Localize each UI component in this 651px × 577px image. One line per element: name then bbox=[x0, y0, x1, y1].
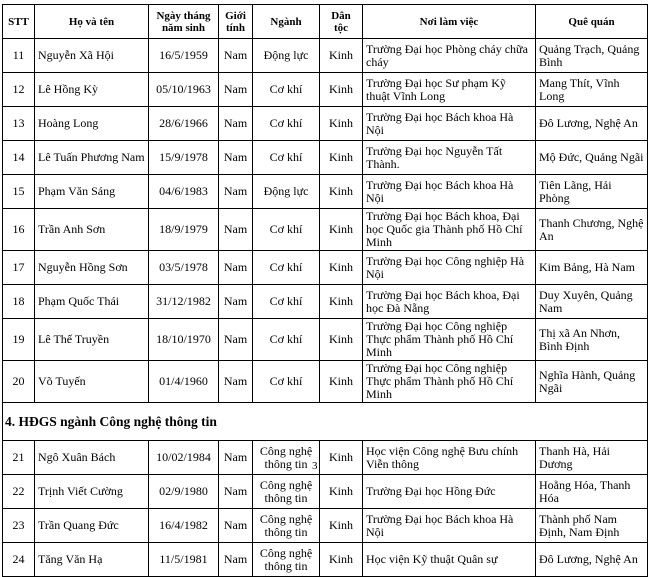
workplace-cell: Trường Đại học Bách khoa Hà Nội bbox=[363, 107, 536, 141]
dob-cell: 10/02/1984 bbox=[149, 441, 219, 475]
field-cell: Cơ khí bbox=[253, 209, 320, 251]
stt-cell: 24 bbox=[3, 543, 35, 577]
ethnic-cell: Kinh bbox=[320, 73, 363, 107]
ethnic-cell: Kinh bbox=[320, 209, 363, 251]
dob-cell: 02/9/1980 bbox=[149, 475, 219, 509]
name-cell: Phạm Văn Sáng bbox=[35, 175, 149, 209]
table-row bbox=[3, 509, 648, 543]
ethnic-cell: Kinh bbox=[320, 251, 363, 285]
header-dob: Ngày tháng năm sinh bbox=[149, 5, 219, 39]
table-row bbox=[3, 175, 648, 209]
workplace-cell: Trường Đại học Bách khoa, Đại học Quốc gia Thành phố Hồ Chí Minh bbox=[363, 209, 536, 251]
ethnic-cell: Kinh bbox=[320, 319, 363, 361]
table-row bbox=[3, 285, 648, 319]
table-row bbox=[3, 361, 648, 403]
table-header bbox=[3, 5, 648, 39]
dob-cell: 04/6/1983 bbox=[149, 175, 219, 209]
gender-cell: Nam bbox=[219, 73, 253, 107]
ethnic-cell: Kinh bbox=[320, 175, 363, 209]
field-cell: Cơ khí bbox=[253, 251, 320, 285]
table-row bbox=[3, 251, 648, 285]
field-cell: Động lực bbox=[253, 175, 320, 209]
section-heading-group bbox=[3, 403, 648, 441]
header-workplace: Nơi làm việc bbox=[363, 5, 536, 39]
field-cell: Công nghệ thông tin bbox=[253, 475, 320, 509]
field-cell: Cơ khí bbox=[253, 319, 320, 361]
section-title: 4. HĐGS ngành Công nghệ thông tin bbox=[3, 403, 648, 441]
stt-cell: 19 bbox=[3, 319, 35, 361]
stt-cell: 22 bbox=[3, 475, 35, 509]
stt-cell: 21 bbox=[3, 441, 35, 475]
field-cell: Cơ khí bbox=[253, 285, 320, 319]
table-body-group-1 bbox=[3, 39, 648, 403]
ethnic-cell: Kinh bbox=[320, 543, 363, 577]
ethnic-cell: Kinh bbox=[320, 141, 363, 175]
header-stt: STT bbox=[3, 5, 35, 39]
workplace-cell: Trường Đại học Bách khoa, Đại học Đà Nẵng bbox=[363, 285, 536, 319]
dob-cell: 18/10/1970 bbox=[149, 319, 219, 361]
field-cell: Động lực bbox=[253, 39, 320, 73]
name-cell: Trần Anh Sơn bbox=[35, 209, 149, 251]
dob-cell: 01/4/1960 bbox=[149, 361, 219, 403]
ethnic-cell: Kinh bbox=[320, 509, 363, 543]
dob-cell: 28/6/1966 bbox=[149, 107, 219, 141]
personnel-table bbox=[2, 4, 648, 577]
gender-cell: Nam bbox=[219, 509, 253, 543]
name-cell: Ngô Xuân Bách bbox=[35, 441, 149, 475]
field-cell: Cơ khí bbox=[253, 141, 320, 175]
ethnic-cell: Kinh bbox=[320, 285, 363, 319]
name-cell: Phạm Quốc Thái bbox=[35, 285, 149, 319]
hometown-cell: Nghĩa Hành, Quảng Ngãi bbox=[536, 361, 648, 403]
workplace-cell: Học viện Công nghệ Bưu chính Viễn thông bbox=[363, 441, 536, 475]
table-row bbox=[3, 107, 648, 141]
workplace-cell: Trường Đại học Nguyễn Tất Thành. bbox=[363, 141, 536, 175]
table-row bbox=[3, 319, 648, 361]
workplace-cell: Trường Đại học Bách khoa Hà Nội bbox=[363, 509, 536, 543]
stt-cell: 12 bbox=[3, 73, 35, 107]
hometown-cell: Đô Lương, Nghệ An bbox=[536, 107, 648, 141]
hometown-cell: Thị xã An Nhơn, Bình Định bbox=[536, 319, 648, 361]
workplace-cell: Trường Đại học Công nghiệp Thực phẩm Thành phố Hồ Chí Minh bbox=[363, 319, 536, 361]
name-cell: Trần Quang Đức bbox=[35, 509, 149, 543]
ethnic-cell: Kinh bbox=[320, 361, 363, 403]
dob-cell: 15/9/1978 bbox=[149, 141, 219, 175]
gender-cell: Nam bbox=[219, 475, 253, 509]
workplace-cell: Trường Đại học Sư phạm Kỹ thuật Vĩnh Long bbox=[363, 73, 536, 107]
gender-cell: Nam bbox=[219, 361, 253, 403]
header-gender: Giới tính bbox=[219, 5, 253, 39]
dob-cell: 03/5/1978 bbox=[149, 251, 219, 285]
gender-cell: Nam bbox=[219, 209, 253, 251]
table-row bbox=[3, 543, 648, 577]
name-cell: Võ Tuyến bbox=[35, 361, 149, 403]
name-cell: Trịnh Viết Cường bbox=[35, 475, 149, 509]
dob-cell: 16/5/1959 bbox=[149, 39, 219, 73]
field-cell: Công nghệ thông tin bbox=[253, 509, 320, 543]
table-row bbox=[3, 441, 648, 475]
hometown-cell: Mộ Đức, Quảng Ngãi bbox=[536, 141, 648, 175]
gender-cell: Nam bbox=[219, 441, 253, 475]
name-cell: Lê Hồng Kỳ bbox=[35, 73, 149, 107]
table-row bbox=[3, 141, 648, 175]
gender-cell: Nam bbox=[219, 39, 253, 73]
hometown-cell: Đô Lương, Nghệ An bbox=[536, 543, 648, 577]
name-cell: Nguyễn Hồng Sơn bbox=[35, 251, 149, 285]
field-cell: Cơ khí bbox=[253, 107, 320, 141]
workplace-cell: Trường Đại học Công nghiệp Hà Nội bbox=[363, 251, 536, 285]
name-cell: Hoàng Long bbox=[35, 107, 149, 141]
workplace-cell: Trường Đại học Phòng cháy chữa cháy bbox=[363, 39, 536, 73]
table-body-group-2 bbox=[3, 441, 648, 577]
hometown-cell: Thành phố Nam Định, Nam Định bbox=[536, 509, 648, 543]
dob-cell: 11/5/1981 bbox=[149, 543, 219, 577]
stt-cell: 18 bbox=[3, 285, 35, 319]
gender-cell: Nam bbox=[219, 319, 253, 361]
ethnic-cell: Kinh bbox=[320, 441, 363, 475]
page-number: 3 bbox=[312, 460, 318, 472]
stt-cell: 14 bbox=[3, 141, 35, 175]
stt-cell: 15 bbox=[3, 175, 35, 209]
header-name: Họ và tên bbox=[35, 5, 149, 39]
stt-cell: 11 bbox=[3, 39, 35, 73]
gender-cell: Nam bbox=[219, 285, 253, 319]
field-cell: Công nghệ thông tin bbox=[253, 441, 320, 475]
workplace-cell: Trường Đại học Công nghiệp Thực phẩm Thành phố Hồ Chí Minh bbox=[363, 361, 536, 403]
gender-cell: Nam bbox=[219, 543, 253, 577]
hometown-cell: Kim Bảng, Hà Nam bbox=[536, 251, 648, 285]
workplace-cell: Trường Đại học Hồng Đức bbox=[363, 475, 536, 509]
field-cell: Cơ khí bbox=[253, 361, 320, 403]
header-field: Ngành bbox=[253, 5, 320, 39]
field-cell: Công nghệ thông tin bbox=[253, 543, 320, 577]
workplace-cell: Học viện Kỹ thuật Quân sự bbox=[363, 543, 536, 577]
stt-cell: 23 bbox=[3, 509, 35, 543]
dob-cell: 16/4/1982 bbox=[149, 509, 219, 543]
gender-cell: Nam bbox=[219, 175, 253, 209]
hometown-cell: Thanh Hà, Hải Dương bbox=[536, 441, 648, 475]
stt-cell: 20 bbox=[3, 361, 35, 403]
ethnic-cell: Kinh bbox=[320, 39, 363, 73]
hometown-cell: Quảng Trạch, Quảng Bình bbox=[536, 39, 648, 73]
dob-cell: 18/9/1979 bbox=[149, 209, 219, 251]
gender-cell: Nam bbox=[219, 141, 253, 175]
workplace-cell: Trường Đại học Bách khoa Hà Nội bbox=[363, 175, 536, 209]
hometown-cell: Duy Xuyên, Quảng Nam bbox=[536, 285, 648, 319]
gender-cell: Nam bbox=[219, 107, 253, 141]
hometown-cell: Thanh Chương, Nghệ An bbox=[536, 209, 648, 251]
field-cell: Cơ khí bbox=[253, 73, 320, 107]
stt-cell: 13 bbox=[3, 107, 35, 141]
name-cell: Lê Thế Truyền bbox=[35, 319, 149, 361]
dob-cell: 05/10/1963 bbox=[149, 73, 219, 107]
name-cell: Lê Tuấn Phương Nam bbox=[35, 141, 149, 175]
header-hometown: Quê quán bbox=[536, 5, 648, 39]
ethnic-cell: Kinh bbox=[320, 107, 363, 141]
hometown-cell: Hoằng Hóa, Thanh Hóa bbox=[536, 475, 648, 509]
table-row bbox=[3, 39, 648, 73]
dob-cell: 31/12/1982 bbox=[149, 285, 219, 319]
hometown-cell: Mang Thít, Vĩnh Long bbox=[536, 73, 648, 107]
header-ethnic: Dân tộc bbox=[320, 5, 363, 39]
table-row bbox=[3, 73, 648, 107]
ethnic-cell: Kinh bbox=[320, 475, 363, 509]
stt-cell: 16 bbox=[3, 209, 35, 251]
name-cell: Nguyễn Xã Hội bbox=[35, 39, 149, 73]
hometown-cell: Tiên Lãng, Hải Phòng bbox=[536, 175, 648, 209]
gender-cell: Nam bbox=[219, 251, 253, 285]
table-row bbox=[3, 475, 648, 509]
table-row bbox=[3, 209, 648, 251]
stt-cell: 17 bbox=[3, 251, 35, 285]
name-cell: Tăng Văn Hạ bbox=[35, 543, 149, 577]
